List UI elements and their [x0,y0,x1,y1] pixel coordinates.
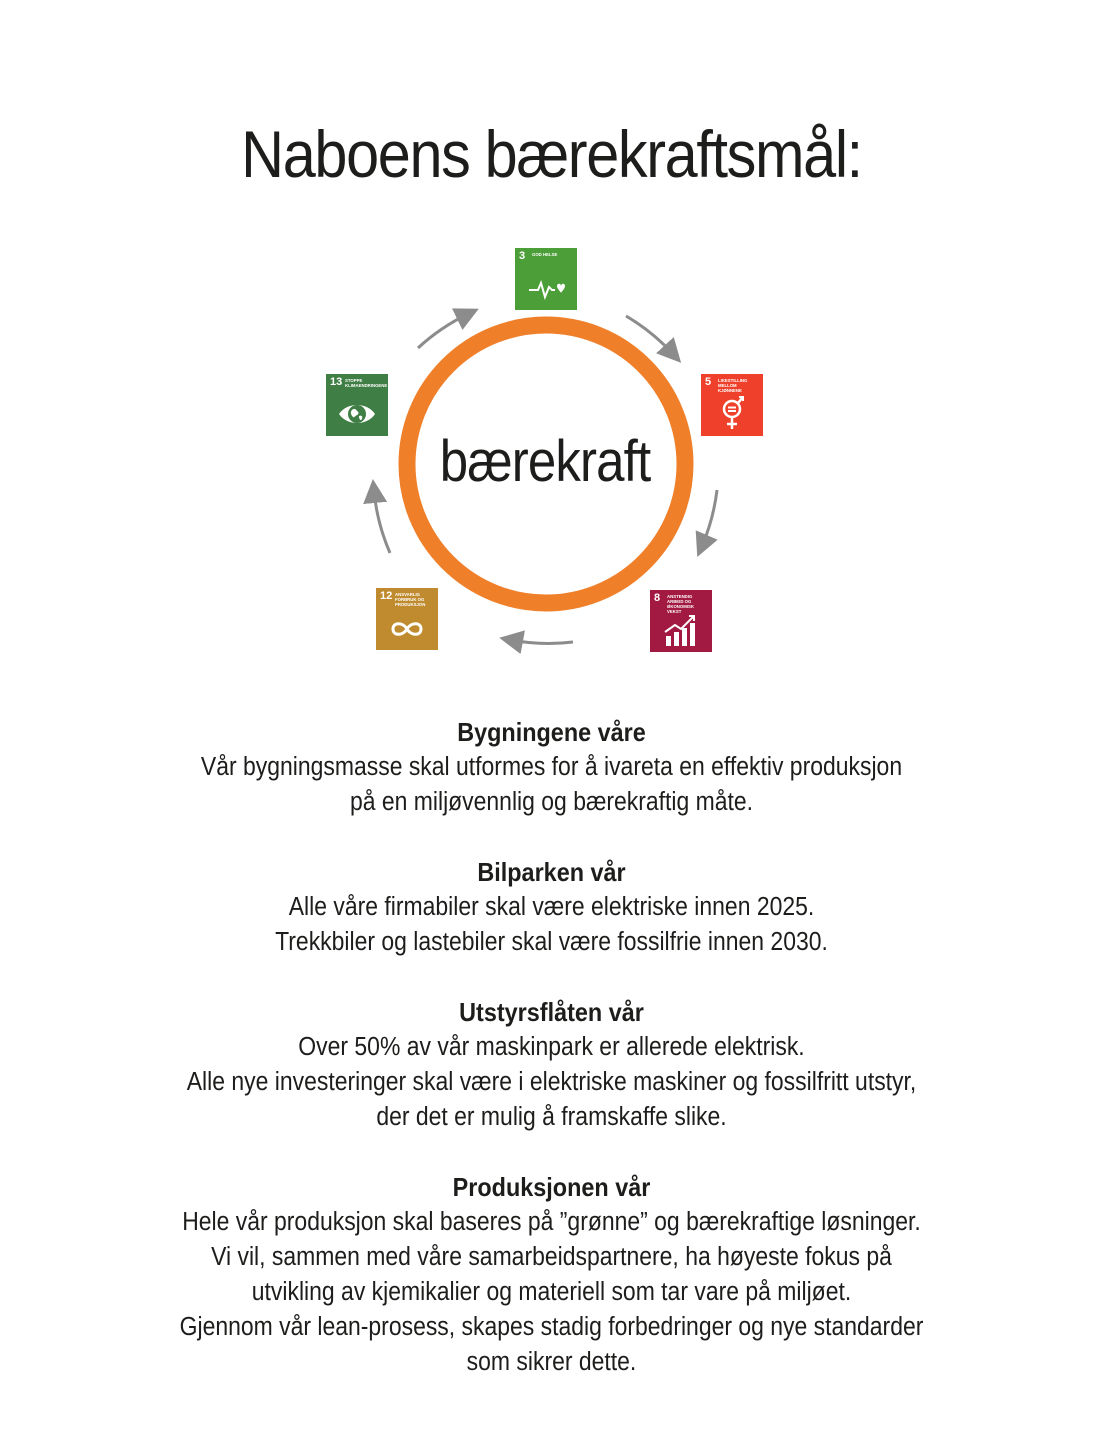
section-text-line: Over 50% av vår maskinpark er allerede elektrisk. [298,1033,805,1061]
section-text-line: Alle våre firmabiler skal være elektriske innen 2025. [288,893,815,921]
infinity-icon [387,608,427,646]
sdg-goal-3-tile [515,248,577,310]
section-text-line: Trekkbiler og lastebiler skal være fossilfrie innen 2030. [275,928,828,956]
diagram-graphics [0,0,1103,700]
section-buildings [0,714,1103,820]
section-vehicles [0,854,1103,960]
sdg-name: ANSTENDIG ARBEID OG ØKONOMISK VEKST [667,594,694,614]
goals-text [0,714,1103,1414]
section-text-line: Vi vil, sammen med våre samarbeidspartnere, ha høyeste fokus på [211,1243,892,1271]
sdg-name: ANSVARLIG FORBRUK OG PRODUKSJON [395,592,426,607]
growth-chart-icon [661,610,701,648]
sdg-goal-5-tile [701,374,763,436]
sustainability-diagram [0,0,1103,700]
section-text-line: Alle nye investeringer skal være i elektriske maskiner og fossilfritt utstyr, [186,1068,917,1096]
eye-globe-icon [337,394,377,432]
gender-equality-icon [712,394,752,432]
sdg-number: 3 [519,250,526,262]
section-text-line: der det er mulig å framskaffe slike. [376,1103,727,1131]
sdg-name: GOD HELSE [532,252,558,257]
sdg-goal-13-tile [326,374,388,436]
section-heading: Bygningene våre [457,717,646,747]
sdg-name: LIKESTILLING MELLOM KJØNNENE [718,378,748,393]
cycle-arrow-5 [374,491,390,553]
sdg-goal-8-tile [650,590,712,652]
section-heading: Utstyrsflåten vår [459,997,644,1027]
sdg-name: STOPPE KLIMAENDRINGENE [345,378,388,388]
section-text-line: Vår bygningsmasse skal utformes for å ivareta en effektiv produksjon [200,753,903,781]
section-heading: Bilparken vår [477,857,626,887]
cycle-arrow-4 [511,640,573,643]
heartbeat-icon [526,268,566,306]
section-production [0,1169,1103,1380]
sdg-number: 12 [380,590,393,602]
sdg-number: 8 [654,592,661,604]
sdg-goal-12-tile [376,588,438,650]
sdg-number: 5 [705,376,712,388]
section-text-line: Hele vår produksjon skal baseres på ”grønne” og bærekraftige løsninger. [182,1208,921,1236]
section-heading: Produksjonen vår [452,1172,651,1202]
center-label: bærekraft [439,429,651,494]
section-text-line: som sikrer dette. [466,1348,637,1376]
cycle-arrow-3 [702,490,717,546]
page-title: Naboens bærekraftsmål: [241,117,862,192]
sdg-number: 13 [330,376,343,388]
section-equipment [0,994,1103,1135]
section-text-line: utvikling av kjemikalier og materiell som tar vare på miljøet. [251,1278,852,1306]
section-text-line: Gjennom vår lean-prosess, skapes stadig forbedringer og nye standarder [179,1313,924,1341]
cycle-arrow-1 [418,314,468,348]
section-text-line: på en miljøvennlig og bærekraftig måte. [349,788,754,816]
